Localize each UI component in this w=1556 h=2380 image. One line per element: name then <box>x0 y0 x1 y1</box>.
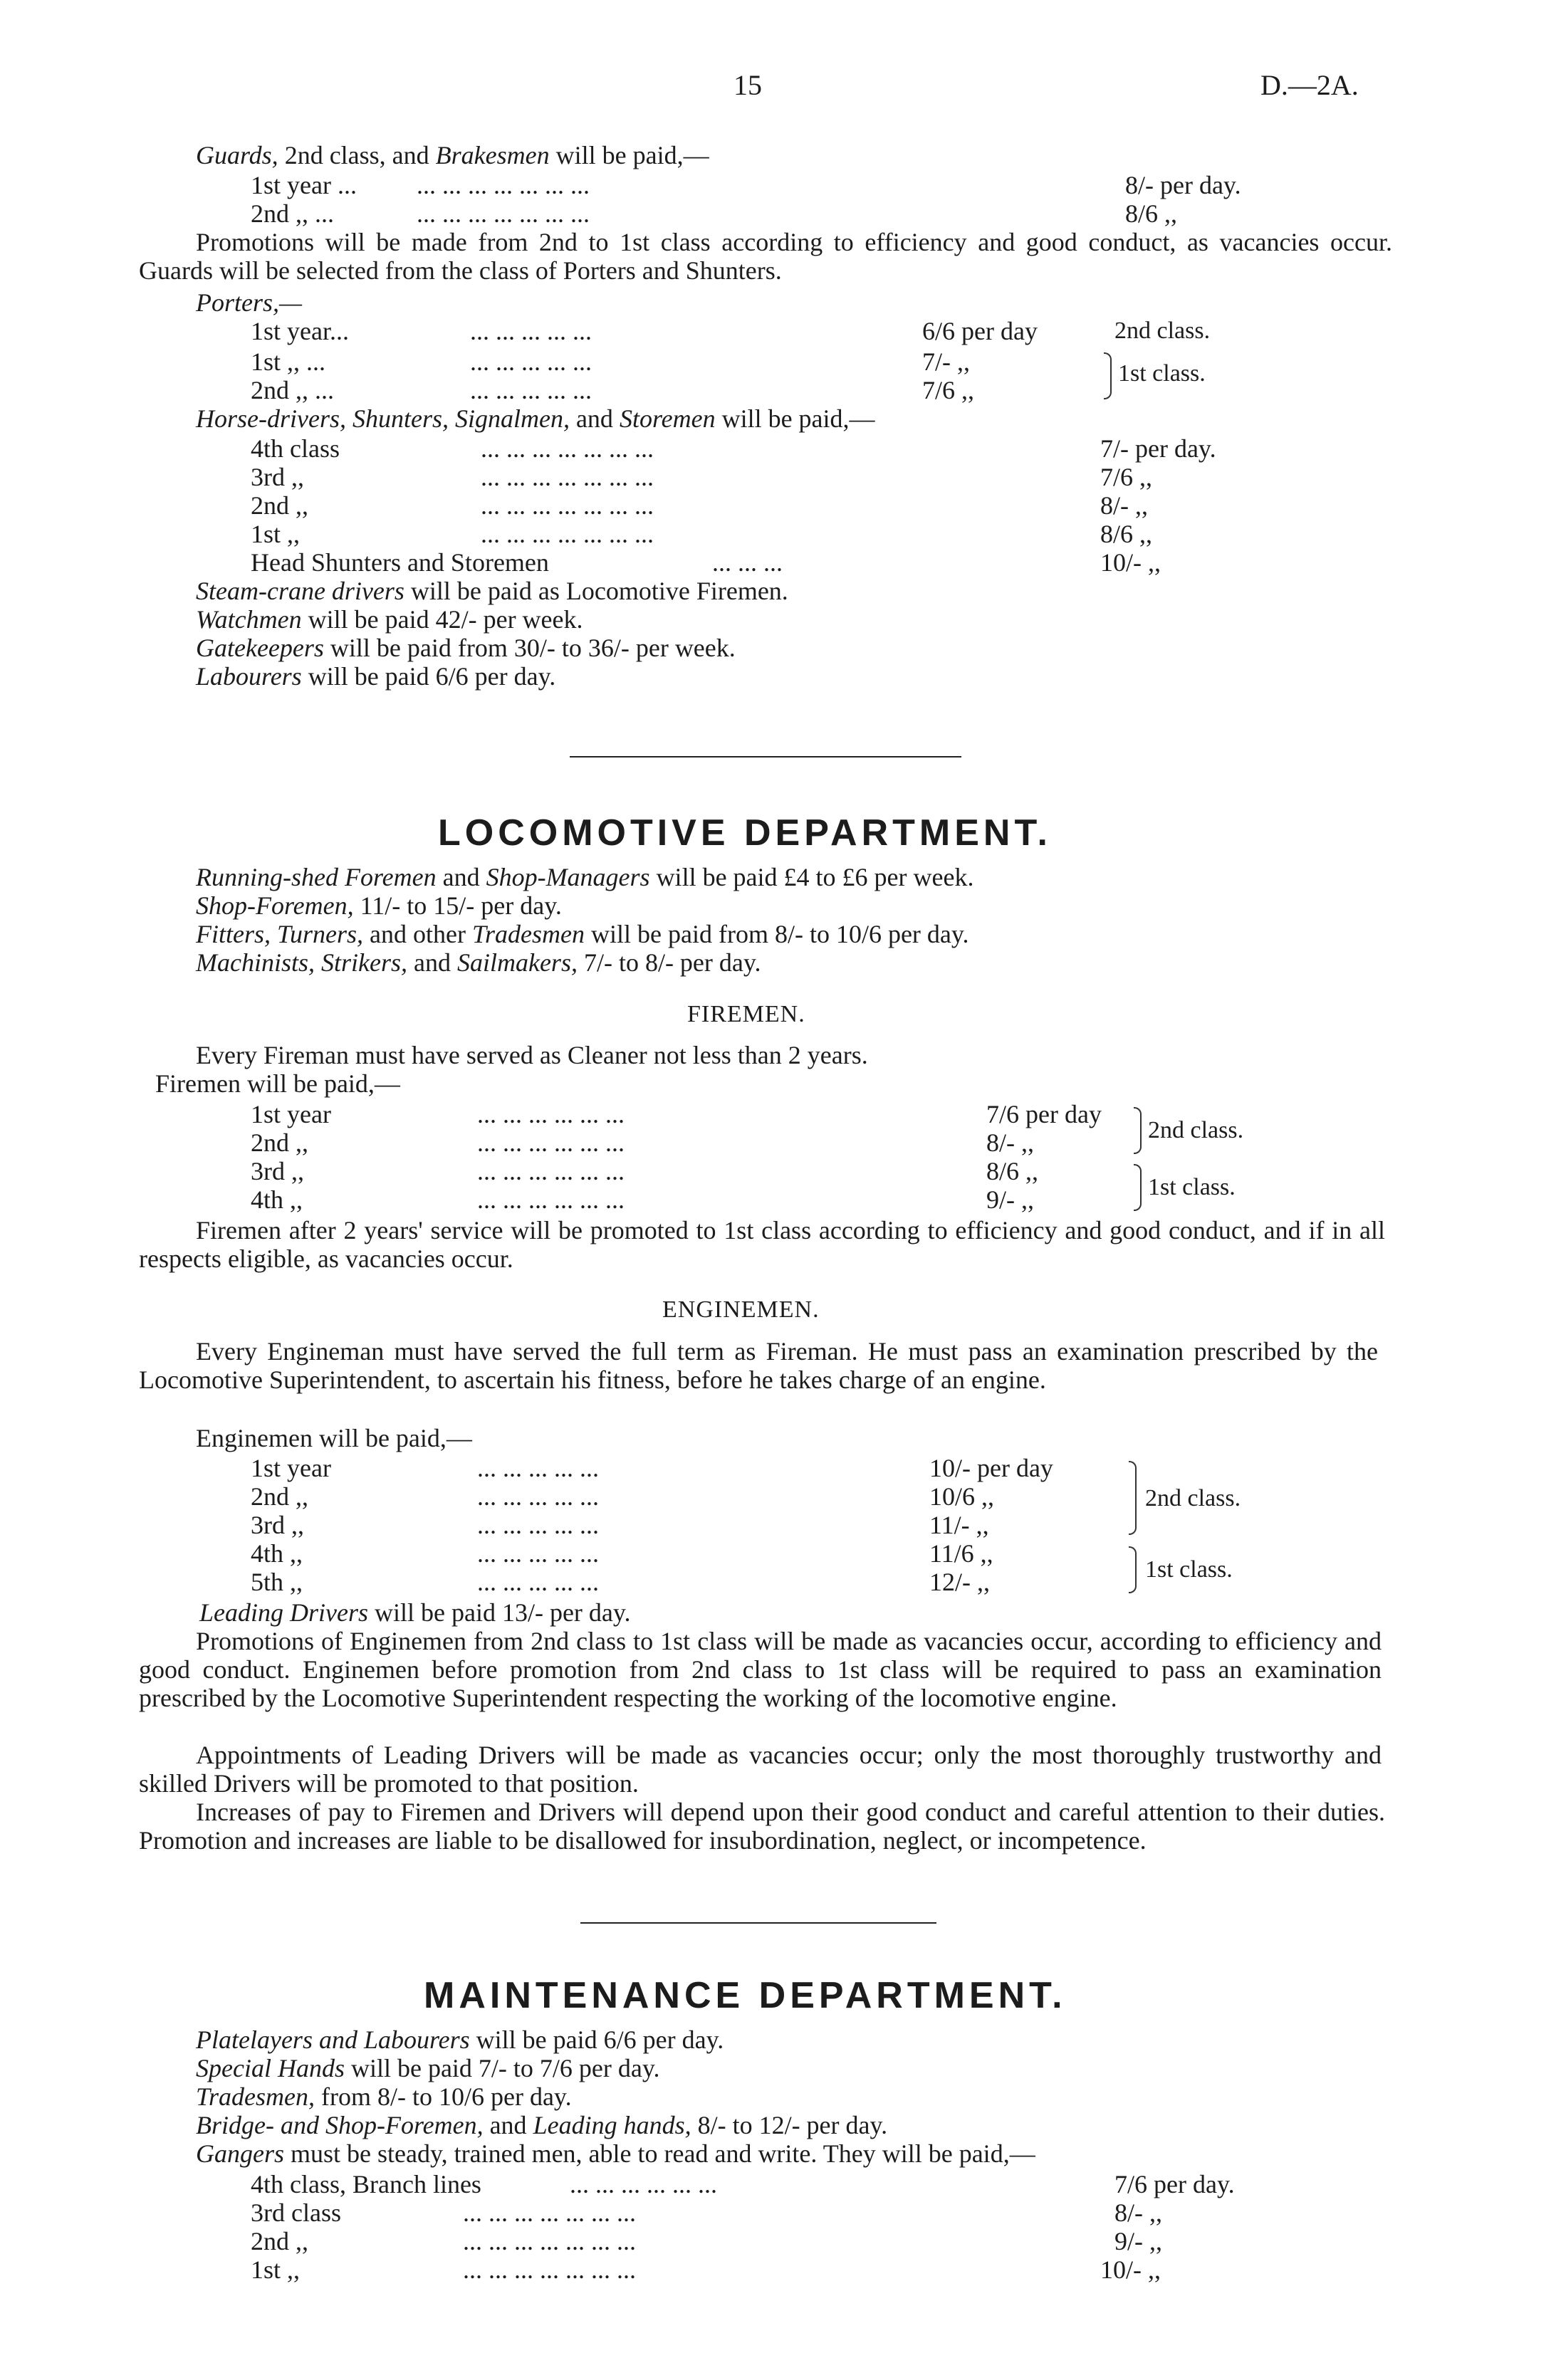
horse-row-rate: 10/- ,, <box>1100 548 1161 577</box>
porters-row-label: 2nd ,, ... <box>251 376 334 404</box>
maint-em: Platelayers and Labourers <box>196 2025 470 2054</box>
maint-em: Bridge- and Shop-Foremen, <box>196 2111 484 2139</box>
enginemen-row-rate: 12/- ,, <box>929 1568 990 1596</box>
firemen-promotion-text: Firemen after 2 years' service will be promoted to 1st class according to efficiency and good conduct, and if in all respects eligible, as vacancies occur. <box>139 1216 1385 1273</box>
guards-row-rate: 8/- per day. <box>1125 171 1241 199</box>
porters-row-rate: 7/6 ,, <box>922 376 975 404</box>
guards-row-rate: 8/6 ,, <box>1125 199 1178 228</box>
porters-row-label: 1st ,, ... <box>251 347 326 376</box>
gangers-row-rate: 10/- ,, <box>1100 2255 1161 2284</box>
gangers-row-dots: ... ... ... ... ... ... ... <box>463 2227 636 2255</box>
firemen-class-2nd: 2nd class. <box>1148 1117 1244 1143</box>
firemen-row-rate: 9/- ,, <box>986 1185 1034 1214</box>
enginemen-intro: Every Engineman must have served the full term as Fireman. He must pass an examination prescribed by the Locomotive Superintendent, to ascertain his fitness, before he takes charge of an engine. <box>139 1337 1378 1394</box>
porters-row-rate: 6/6 per day <box>922 317 1038 345</box>
firemen-class-1st: 1st class. <box>1148 1174 1236 1200</box>
firemen-brace-2nd <box>1134 1107 1142 1154</box>
loco-end: 7/- to 8/- per day. <box>577 948 761 977</box>
gangers-row-label: 1st ,, <box>251 2255 301 2284</box>
horse-row-rate: 7/6 ,, <box>1100 463 1153 491</box>
porters-row-dots: ... ... ... ... ... <box>470 317 592 345</box>
watch-end: will be paid 42/- per week. <box>301 605 583 634</box>
lab-em: Labourers <box>196 662 302 691</box>
porters-row-label: 1st year... <box>251 317 349 345</box>
enginemen-row-label: 4th ,, <box>251 1539 303 1568</box>
firemen-row-dots: ... ... ... ... ... ... <box>477 1128 625 1157</box>
firemen-row-label: 2nd ,, <box>251 1128 308 1157</box>
document-code: D.—2A. <box>1260 69 1359 101</box>
porters-brace <box>1104 352 1112 399</box>
horse-end: will be paid,— <box>715 404 875 433</box>
guards-end: will be paid,— <box>549 141 709 169</box>
porters-label: Porters,— <box>196 288 303 317</box>
loco-end: will be paid from 8/- to 10/6 per day. <box>585 920 969 948</box>
loco-em: Machinists, Strikers, <box>196 948 407 977</box>
horse-row-label: Head Shunters and Storemen <box>251 548 549 577</box>
maint-em2: Leading hands, <box>533 2111 691 2139</box>
loco-end: will be paid £4 to £6 per week. <box>649 863 974 891</box>
guards-row-label: 2nd ,, ... <box>251 199 334 228</box>
loco-line-1 <box>196 863 973 891</box>
horse-row-rate: 7/- per day. <box>1100 434 1216 463</box>
firemen-row-label: 1st year <box>251 1100 331 1128</box>
loco-mid: and <box>436 863 486 891</box>
increases-text: Increases of pay to Firemen and Drivers will depend upon their good conduct and careful attention to their duties. Promotion and increases are liable to be disallowed for insubordination, neglect, or incompetence. <box>139 1798 1385 1855</box>
horse-row-rate: 8/- ,, <box>1100 491 1148 520</box>
enginemen-row-dots: ... ... ... ... ... <box>477 1511 599 1539</box>
porters-class-1st: 1st class. <box>1118 360 1206 387</box>
firemen-row-dots: ... ... ... ... ... ... <box>477 1185 625 1214</box>
firemen-row-dots: ... ... ... ... ... ... <box>477 1100 625 1128</box>
guards-row-dots: ... ... ... ... ... ... ... <box>417 171 590 199</box>
gangers-row-dots: ... ... ... ... ... ... ... <box>463 2198 636 2227</box>
maint-line-1 <box>196 2025 724 2054</box>
enginemen-row-rate: 10/6 ,, <box>929 1482 995 1511</box>
loco-em2: Shop-Managers <box>486 863 650 891</box>
enginemen-row-label: 5th ,, <box>251 1568 303 1596</box>
enginemen-row-dots: ... ... ... ... ... <box>477 1454 599 1482</box>
firemen-heading: FIREMEN. <box>687 1001 805 1027</box>
guards-em: Guards, <box>196 141 278 169</box>
loco-line-4 <box>196 948 761 977</box>
maint-em: Special Hands <box>196 2054 345 2082</box>
loco-end: 11/- to 15/- per day. <box>353 891 562 920</box>
guards-promotions-text: Promotions will be made from 2nd to 1st class according to efficiency and good conduct, as vacancies occur. Guards will be selected from the class of Porters and Shunters. <box>139 228 1392 285</box>
horse-row-label: 1st ,, <box>251 520 301 548</box>
lab-end: will be paid 6/6 per day. <box>301 662 556 691</box>
gate-end: will be paid from 30/- to 36/- per week. <box>323 634 736 662</box>
firemen-row-label: 4th ,, <box>251 1185 303 1214</box>
gangers-row-label: 2nd ,, <box>251 2227 308 2255</box>
maint-end: will be paid 6/6 per day. <box>469 2025 724 2054</box>
maint-line-4 <box>196 2111 887 2139</box>
maint-end: must be steady, trained men, able to read and write. They will be paid,— <box>284 2139 1035 2168</box>
gatekeepers-line <box>196 634 736 662</box>
gangers-row-label: 4th class, Branch lines <box>251 2170 481 2198</box>
horse-drivers-intro <box>196 404 875 433</box>
loco-em: Shop-Foremen, <box>196 891 354 920</box>
section-divider <box>580 1922 936 1924</box>
page-number: 15 <box>733 69 762 101</box>
maint-mid: and <box>483 2111 533 2139</box>
enginemen-row-label: 1st year <box>251 1454 331 1482</box>
leading-em: Leading Drivers <box>199 1598 368 1627</box>
maint-end: from 8/- to 10/6 per day. <box>315 2082 572 2111</box>
enginemen-class-2nd: 2nd class. <box>1145 1485 1241 1511</box>
maint-line-5 <box>196 2139 1035 2168</box>
steam-em: Steam-crane drivers <box>196 577 404 605</box>
horse-row-label: 3rd ,, <box>251 463 304 491</box>
gangers-row-dots: ... ... ... ... ... ... ... <box>463 2255 636 2284</box>
watchmen-line <box>196 605 583 634</box>
enginemen-row-rate: 11/- ,, <box>929 1511 989 1539</box>
horse-row-dots: ... ... ... <box>712 548 783 577</box>
guards-row-dots: ... ... ... ... ... ... ... <box>417 199 590 228</box>
horse-row-label: 4th class <box>251 434 340 463</box>
watch-em: Watchmen <box>196 605 302 634</box>
enginemen-promotion-text: Promotions of Enginemen from 2nd class to 1st class will be made as vacancies occur, according to efficiency and good conduct. Enginemen before promotion from 2nd class to 1st class will be required to pass an examination prescribed by the Locomotive Superintendent respecting the working of the locomotive engine. <box>139 1627 1382 1712</box>
horse-row-label: 2nd ,, <box>251 491 308 520</box>
guards-row-label: 1st year ... <box>251 171 357 199</box>
horse-row-dots: ... ... ... ... ... ... ... <box>481 520 654 548</box>
firemen-row-rate: 7/6 per day <box>986 1100 1102 1128</box>
loco-em2: Sailmakers, <box>456 948 578 977</box>
section-divider <box>570 756 961 757</box>
brakesmen-em: Brakesmen <box>435 141 550 169</box>
porters-row-dots: ... ... ... ... ... <box>470 347 592 376</box>
loco-em: Fitters, Turners, <box>196 920 364 948</box>
firemen-row-rate: 8/6 ,, <box>986 1157 1039 1185</box>
steam-crane-line <box>196 577 788 605</box>
maint-line-2 <box>196 2054 660 2082</box>
maintenance-heading: MAINTENANCE DEPARTMENT. <box>424 1975 1067 2016</box>
porters-row-rate: 7/- ,, <box>922 347 970 376</box>
enginemen-class-1st: 1st class. <box>1145 1556 1233 1583</box>
enginemen-row-dots: ... ... ... ... ... <box>477 1482 599 1511</box>
enginemen-row-dots: ... ... ... ... ... <box>477 1539 599 1568</box>
enginemen-paid: Enginemen will be paid,— <box>196 1424 472 1452</box>
enginemen-row-label: 2nd ,, <box>251 1482 308 1511</box>
loco-line-3 <box>196 920 969 948</box>
porters-row-dots: ... ... ... ... ... <box>470 376 592 404</box>
horse-em: Horse-drivers, Shunters, Signalmen, <box>196 404 570 433</box>
horse-mid: and <box>569 404 620 433</box>
loco-em2: Tradesmen <box>472 920 585 948</box>
enginemen-row-dots: ... ... ... ... ... <box>477 1568 599 1596</box>
loco-mid: and <box>407 948 457 977</box>
guards-mid: 2nd class, and <box>278 141 436 169</box>
gangers-row-label: 3rd class <box>251 2198 341 2227</box>
leading-drivers-line <box>199 1598 631 1627</box>
firemen-paid: Firemen will be paid,— <box>155 1069 400 1098</box>
porters-class-2nd: 2nd class. <box>1114 318 1211 344</box>
storemen-em: Storemen <box>619 404 716 433</box>
steam-end: will be paid as Locomotive Firemen. <box>404 577 788 605</box>
horse-row-dots: ... ... ... ... ... ... ... <box>481 434 654 463</box>
locomotive-heading: LOCOMOTIVE DEPARTMENT. <box>438 812 1052 854</box>
maint-end: will be paid 7/- to 7/6 per day. <box>344 2054 660 2082</box>
maint-end: 8/- to 12/- per day. <box>691 2111 888 2139</box>
gangers-row-dots: ... ... ... ... ... ... <box>570 2170 717 2198</box>
maint-line-3 <box>196 2082 572 2111</box>
loco-mid: and other <box>363 920 472 948</box>
firemen-intro: Every Fireman must have served as Cleaner not less than 2 years. <box>196 1041 868 1069</box>
gangers-row-rate: 9/- ,, <box>1114 2227 1162 2255</box>
maint-em: Tradesmen, <box>196 2082 315 2111</box>
enginemen-row-label: 3rd ,, <box>251 1511 304 1539</box>
enginemen-brace-2nd <box>1129 1461 1137 1535</box>
enginemen-heading: ENGINEMEN. <box>662 1296 820 1323</box>
leading-end: will be paid 13/- per day. <box>368 1598 631 1627</box>
enginemen-row-rate: 11/6 ,, <box>929 1539 993 1568</box>
horse-row-dots: ... ... ... ... ... ... ... <box>481 491 654 520</box>
appointments-text: Appointments of Leading Drivers will be made as vacancies occur; only the most thoroughly trustworthy and skilled Drivers will be promoted to that position. <box>139 1741 1382 1798</box>
enginemen-brace-1st <box>1129 1546 1137 1593</box>
gangers-row-rate: 8/- ,, <box>1114 2198 1162 2227</box>
loco-line-2 <box>196 891 562 920</box>
enginemen-row-rate: 10/- per day <box>929 1454 1053 1482</box>
gangers-row-rate: 7/6 per day. <box>1114 2170 1235 2198</box>
firemen-row-label: 3rd ,, <box>251 1157 304 1185</box>
guards-intro <box>196 141 709 169</box>
horse-row-rate: 8/6 ,, <box>1100 520 1153 548</box>
gate-em: Gatekeepers <box>196 634 324 662</box>
labourers-line <box>196 662 555 691</box>
loco-em: Running-shed Foremen <box>196 863 437 891</box>
horse-row-dots: ... ... ... ... ... ... ... <box>481 463 654 491</box>
firemen-row-dots: ... ... ... ... ... ... <box>477 1157 625 1185</box>
firemen-brace-1st <box>1134 1164 1142 1211</box>
maint-em: Gangers <box>196 2139 284 2168</box>
firemen-row-rate: 8/- ,, <box>986 1128 1034 1157</box>
